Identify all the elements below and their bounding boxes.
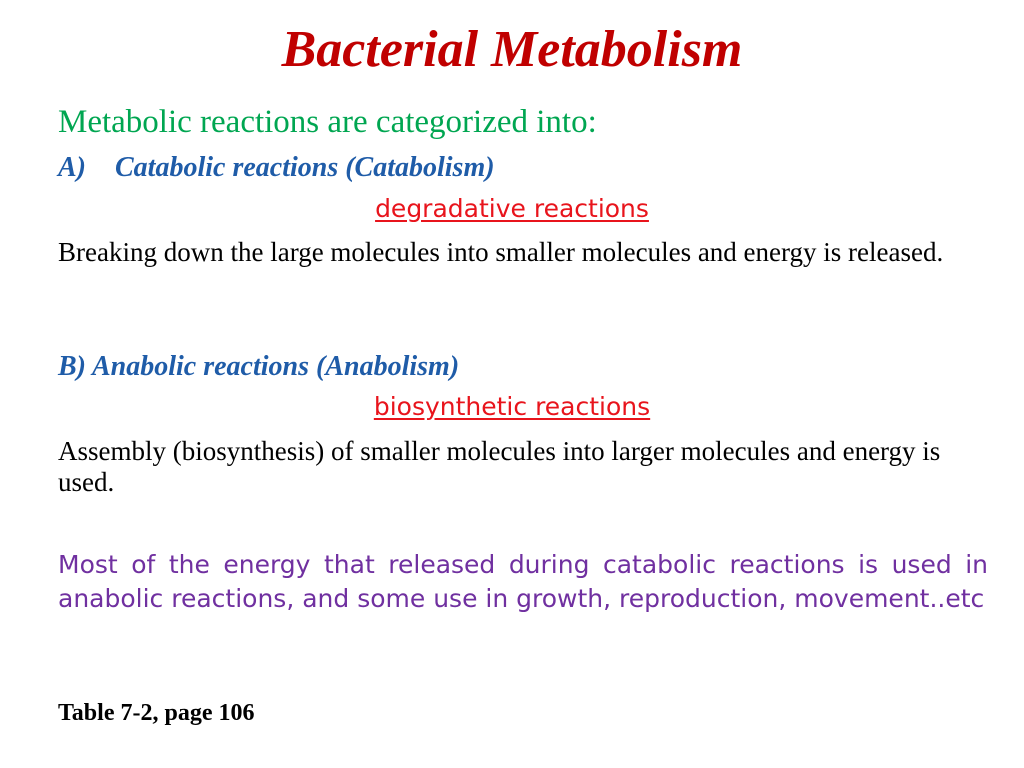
section-a-description: Breaking down the large molecules into smaller molecules and energy is released. xyxy=(58,237,944,267)
intro-text: Metabolic reactions are categorized into: xyxy=(58,104,597,140)
section-a-subtitle: degradative reactions xyxy=(375,194,649,223)
section-a-heading xyxy=(58,152,495,184)
section-a-marker: A) xyxy=(58,152,86,183)
section-b-heading xyxy=(58,351,459,383)
section-b-description: Assembly (biosynthesis) of smaller molecules into larger molecules and energy is used. xyxy=(58,436,941,497)
section-b-subtitle: biosynthetic reactions xyxy=(373,392,651,421)
section-a-title: Catabolic reactions (Catabolism) xyxy=(115,152,495,183)
section-b-marker: B) xyxy=(58,351,86,382)
section-b-title: Anabolic reactions (Anabolism) xyxy=(92,351,460,382)
slide-title: Bacterial Metabolism xyxy=(281,21,743,78)
energy-note: Most of the energy that released during catabolic reactions is used in anabolic reactions, and some use in growth, reproduction, movement..etc xyxy=(58,550,988,613)
reference-text: Table 7-2, page 106 xyxy=(58,700,255,726)
